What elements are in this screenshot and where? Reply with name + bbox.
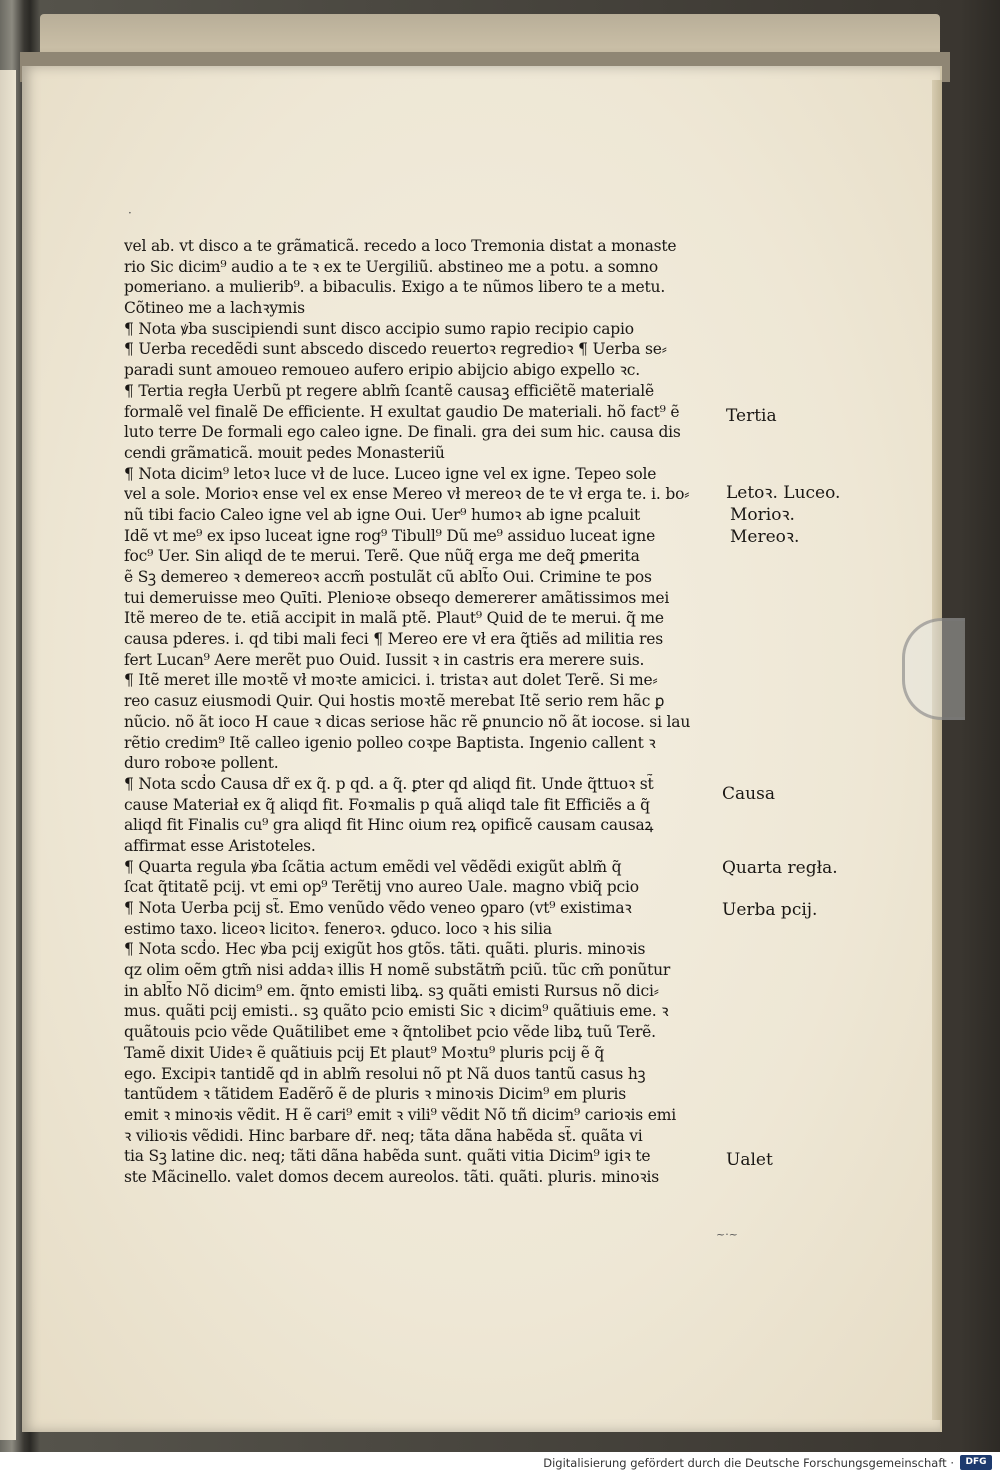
text-line: in ablt̃o Nõ dicim⁹ em. q̃nto emisti libꝝ. sꝫ quãti emisti Rursus nõ dici⸗: [124, 981, 659, 1000]
text-line: aliqd fit Finalis cu⁹ gra aliqd fit Hinc oium reꝝ opificẽ causam causaꝝ: [124, 816, 654, 835]
marginal-note-quarta-regla: Quarta regła.: [722, 858, 838, 878]
text-line: ¶ Nota ꝟba suscipiendi sunt disco accipio sumo rapio recipio capio: [124, 319, 634, 338]
text-line: formalẽ vel finalẽ De efficiente. H exultat gaudio De materiali. hõ fact⁹ ẽ: [124, 402, 680, 421]
text-line: qz olim oẽm gtm̃ nisi addaꝛ illis H nomẽ substãtm̃ pciũ. tũc cm̃ ponũtur: [124, 961, 671, 980]
text-line: estimo taxo. liceoꝛ licitoꝛ. feneroꝛ. ꝯduco. loco ꝛ his silia: [124, 919, 552, 938]
text-line: ẽ Sꝫ demereo ꝛ demereoꝛ accm̃ postulãt cũ ablt̃o Oui. Crimine te pos: [124, 568, 652, 586]
page-edge: [932, 80, 942, 1420]
marginal-note-morior: Morioꝛ.: [730, 505, 795, 525]
text-line: Idẽ vt me⁹ ex ipso luceat igne rog⁹ Tibull⁹ Dũ me⁹ assiduo luceat igne: [124, 526, 656, 545]
marginal-note-letor-luceo: Letoꝛ. Luceo.: [726, 483, 841, 503]
text-line: ¶ Uerba recedẽdi sunt abscedo discedo reuertoꝛ regredioꝛ ¶ Uerba se⸗: [124, 340, 667, 359]
dfg-logo: DFG: [960, 1455, 992, 1470]
text-line: pomeriano. a mulierib⁹. a bibaculis. Exigo a te nũmos libero te a metu.: [124, 278, 666, 297]
text-line: affirmat esse Aristoteles.: [124, 836, 316, 855]
text-line: ¶ Tertia regła Uerbũ pt regere ablm̃ ſcantẽ causaꝫ efficiẽtẽ materialẽ: [124, 381, 654, 400]
text-line: Tamẽ dixit Uideꝛ ẽ quãtiuis pcij Et plaut⁹ Moꝛtu⁹ pluris pcij ẽ q̃: [124, 1043, 605, 1062]
text-line: tui demeruisse meo Quīti. Plenioꝛe obseqo demererer amãtissimos mei: [124, 588, 670, 607]
marginal-note-tertia: Tertia: [726, 406, 777, 426]
page-clip: [902, 618, 965, 720]
text-line: vel ab. vt disco a te grãmaticã. recedo a loco Tremonia distat a monaste: [124, 237, 677, 255]
text-line: ¶ Quarta regula ꝟba ſcãtia actum emẽdi vel vẽdẽdi exigũt ablm̃ q̃: [124, 857, 622, 876]
text-line: ꝛ vilioꝛis vẽdidi. Hinc barbare dr̃. neq; tãta dãna habẽda st̃. quãta vi: [124, 1126, 643, 1145]
text-line: ¶ Nota scḋo. Hec ꝟba pcij exigũt hos gtõs. tãti. quãti. pluris. minoꝛis: [124, 940, 646, 959]
text-line: mus. quãti pcij emisti.. sꝫ quãto pcio emisti Sic ꝛ dicim⁹ quãtiuis eme. ꝛ: [124, 1002, 669, 1021]
text-line: emit ꝛ minoꝛis vẽdit. H ẽ cari⁹ emit ꝛ vili⁹ vẽdit Nõ tñ dicim⁹ carioꝛis emi: [124, 1105, 677, 1124]
text-line: causa pderes. i. qd tibi mali feci ¶ Mereo ere vł era q̃tiẽs ad militia res: [124, 630, 663, 649]
text-line: ſcat q̃titatẽ pcij. vt emi op⁹ Terẽtij vno aureo Uale. magno vbiq̃ pcio: [124, 878, 639, 897]
text-line: ego. Excipiꝛ tantidẽ qd in ablm̃ resolui nõ pt Nã duos tantũ casus hꝫ: [124, 1064, 646, 1083]
text-line: Cõtineo me a lachꝛymis: [124, 299, 305, 318]
text-line: paradi sunt amoueo remoueo aufero eripio abijcio abigo expello ꝛc.: [124, 361, 640, 380]
text-line: ste Mãcinello. valet domos decem aureolos. tãti. quãti. pluris. minoꝛis: [124, 1167, 660, 1186]
text-line: Itẽ mereo de te. etiã accipit in malã ptẽ. Plaut⁹ Quid de te merui. q̃ me: [124, 609, 664, 628]
text-line: ¶ Nota dicim⁹ letoꝛ luce vł de luce. Luceo igne vel ex igne. Tepeo sole: [124, 464, 657, 483]
text-line: ¶ Nota scḋo Causa dr̃ ex q̃. p qd. a q̃. ꝑter qd aliqd fit. Unde q̃ttuoꝛ st̃: [124, 774, 654, 793]
footer-bar: [0, 1452, 1000, 1474]
text-line: tantũdem ꝛ tãtidem Eadẽrõ ẽ de pluris ꝛ minoꝛis Dicim⁹ em pluris: [124, 1085, 627, 1104]
page-ornament: ~·~: [716, 1228, 738, 1241]
text-line: ¶ Itẽ meret ille moꝛtẽ vł moꝛte amicici. i. tristaꝛ aut dolet Terẽ. Si me⸗: [124, 671, 658, 690]
left-page-leaf: [0, 70, 16, 1440]
text-line: cendi grãmaticã. mouit pedes Monasteriũ: [124, 443, 445, 462]
footer-credit: Digitalisierung gefördert durch die Deutsche Forschungsgemeinschaft ·: [543, 1456, 954, 1470]
text-line: fert Lucan⁹ Aere merẽt puo Ouid. Iussit ꝛ in castris era merere suis.: [124, 650, 645, 669]
text-line: nũ tibi facio Caleo igne vel ab igne Oui. Uer⁹ humoꝛ ab igne pcaluit: [124, 505, 641, 524]
marginal-note-verba-precij: Uerba pcij.: [722, 900, 818, 920]
text-line: foc⁹ Uer. Sin aliqd de te merui. Terẽ. Que nũq̃ erga me deq̃ ꝑmerita: [124, 547, 640, 566]
text-line: vel a sole. Morioꝛ ense vel ex ense Mereo vł mereoꝛ de te vł erga te. i. bo⸗: [124, 485, 690, 504]
marginal-note-causa: Causa: [722, 784, 775, 804]
marginal-note-valet: Ualet: [726, 1150, 773, 1170]
text-line: duro roboꝛe pollent.: [124, 754, 279, 773]
marginal-note-mereor: Mereoꝛ.: [730, 527, 800, 547]
text-line: rio Sic dicim⁹ audio a te ꝛ ex te Uergiliũ. abstineo me a potu. a somno: [124, 257, 659, 276]
printer-mark: ·: [128, 206, 132, 220]
text-line: nũcio. nõ ãt ioco H caue ꝛ dicas seriose hãc rẽ ꝑnuncio nõ ãt iocose. si lau: [124, 712, 691, 731]
text-line: luto terre De formali ego caleo igne. De finali. gra dei sum hic. causa dis: [124, 423, 681, 442]
text-line: ¶ Nota Uerba pcij st̃. Emo venũdo vẽdo veneo ꝯparo (vt⁹ existimaꝛ: [124, 899, 632, 917]
text-line: quãtouis pcio vẽde Quãtilibet eme ꝛ q̃ntolibet pcio vẽde libꝝ tuũ Terẽ.: [124, 1023, 656, 1042]
text-line: reo casuz eiusmodi Quir. Qui hostis moꝛtẽ merebat Itẽ serio rem hãc ꝑ: [124, 692, 665, 711]
text-line: tia Sꝫ latine dic. neq; tãti dãna habẽda sunt. quãti vitia Dicim⁹ igiꝛ te: [124, 1147, 651, 1166]
text-line: cause Materiał ex q̃ aliqd fit. Foꝛmalis p quã aliqd tale fit Efficiẽs a q̃: [124, 795, 650, 814]
main-text-block: [124, 236, 724, 1188]
text-line: rẽtio credim⁹ Itẽ calleo igenio polleo coꝛpe Baptista. Ingenio callent ꝛ: [124, 733, 656, 752]
